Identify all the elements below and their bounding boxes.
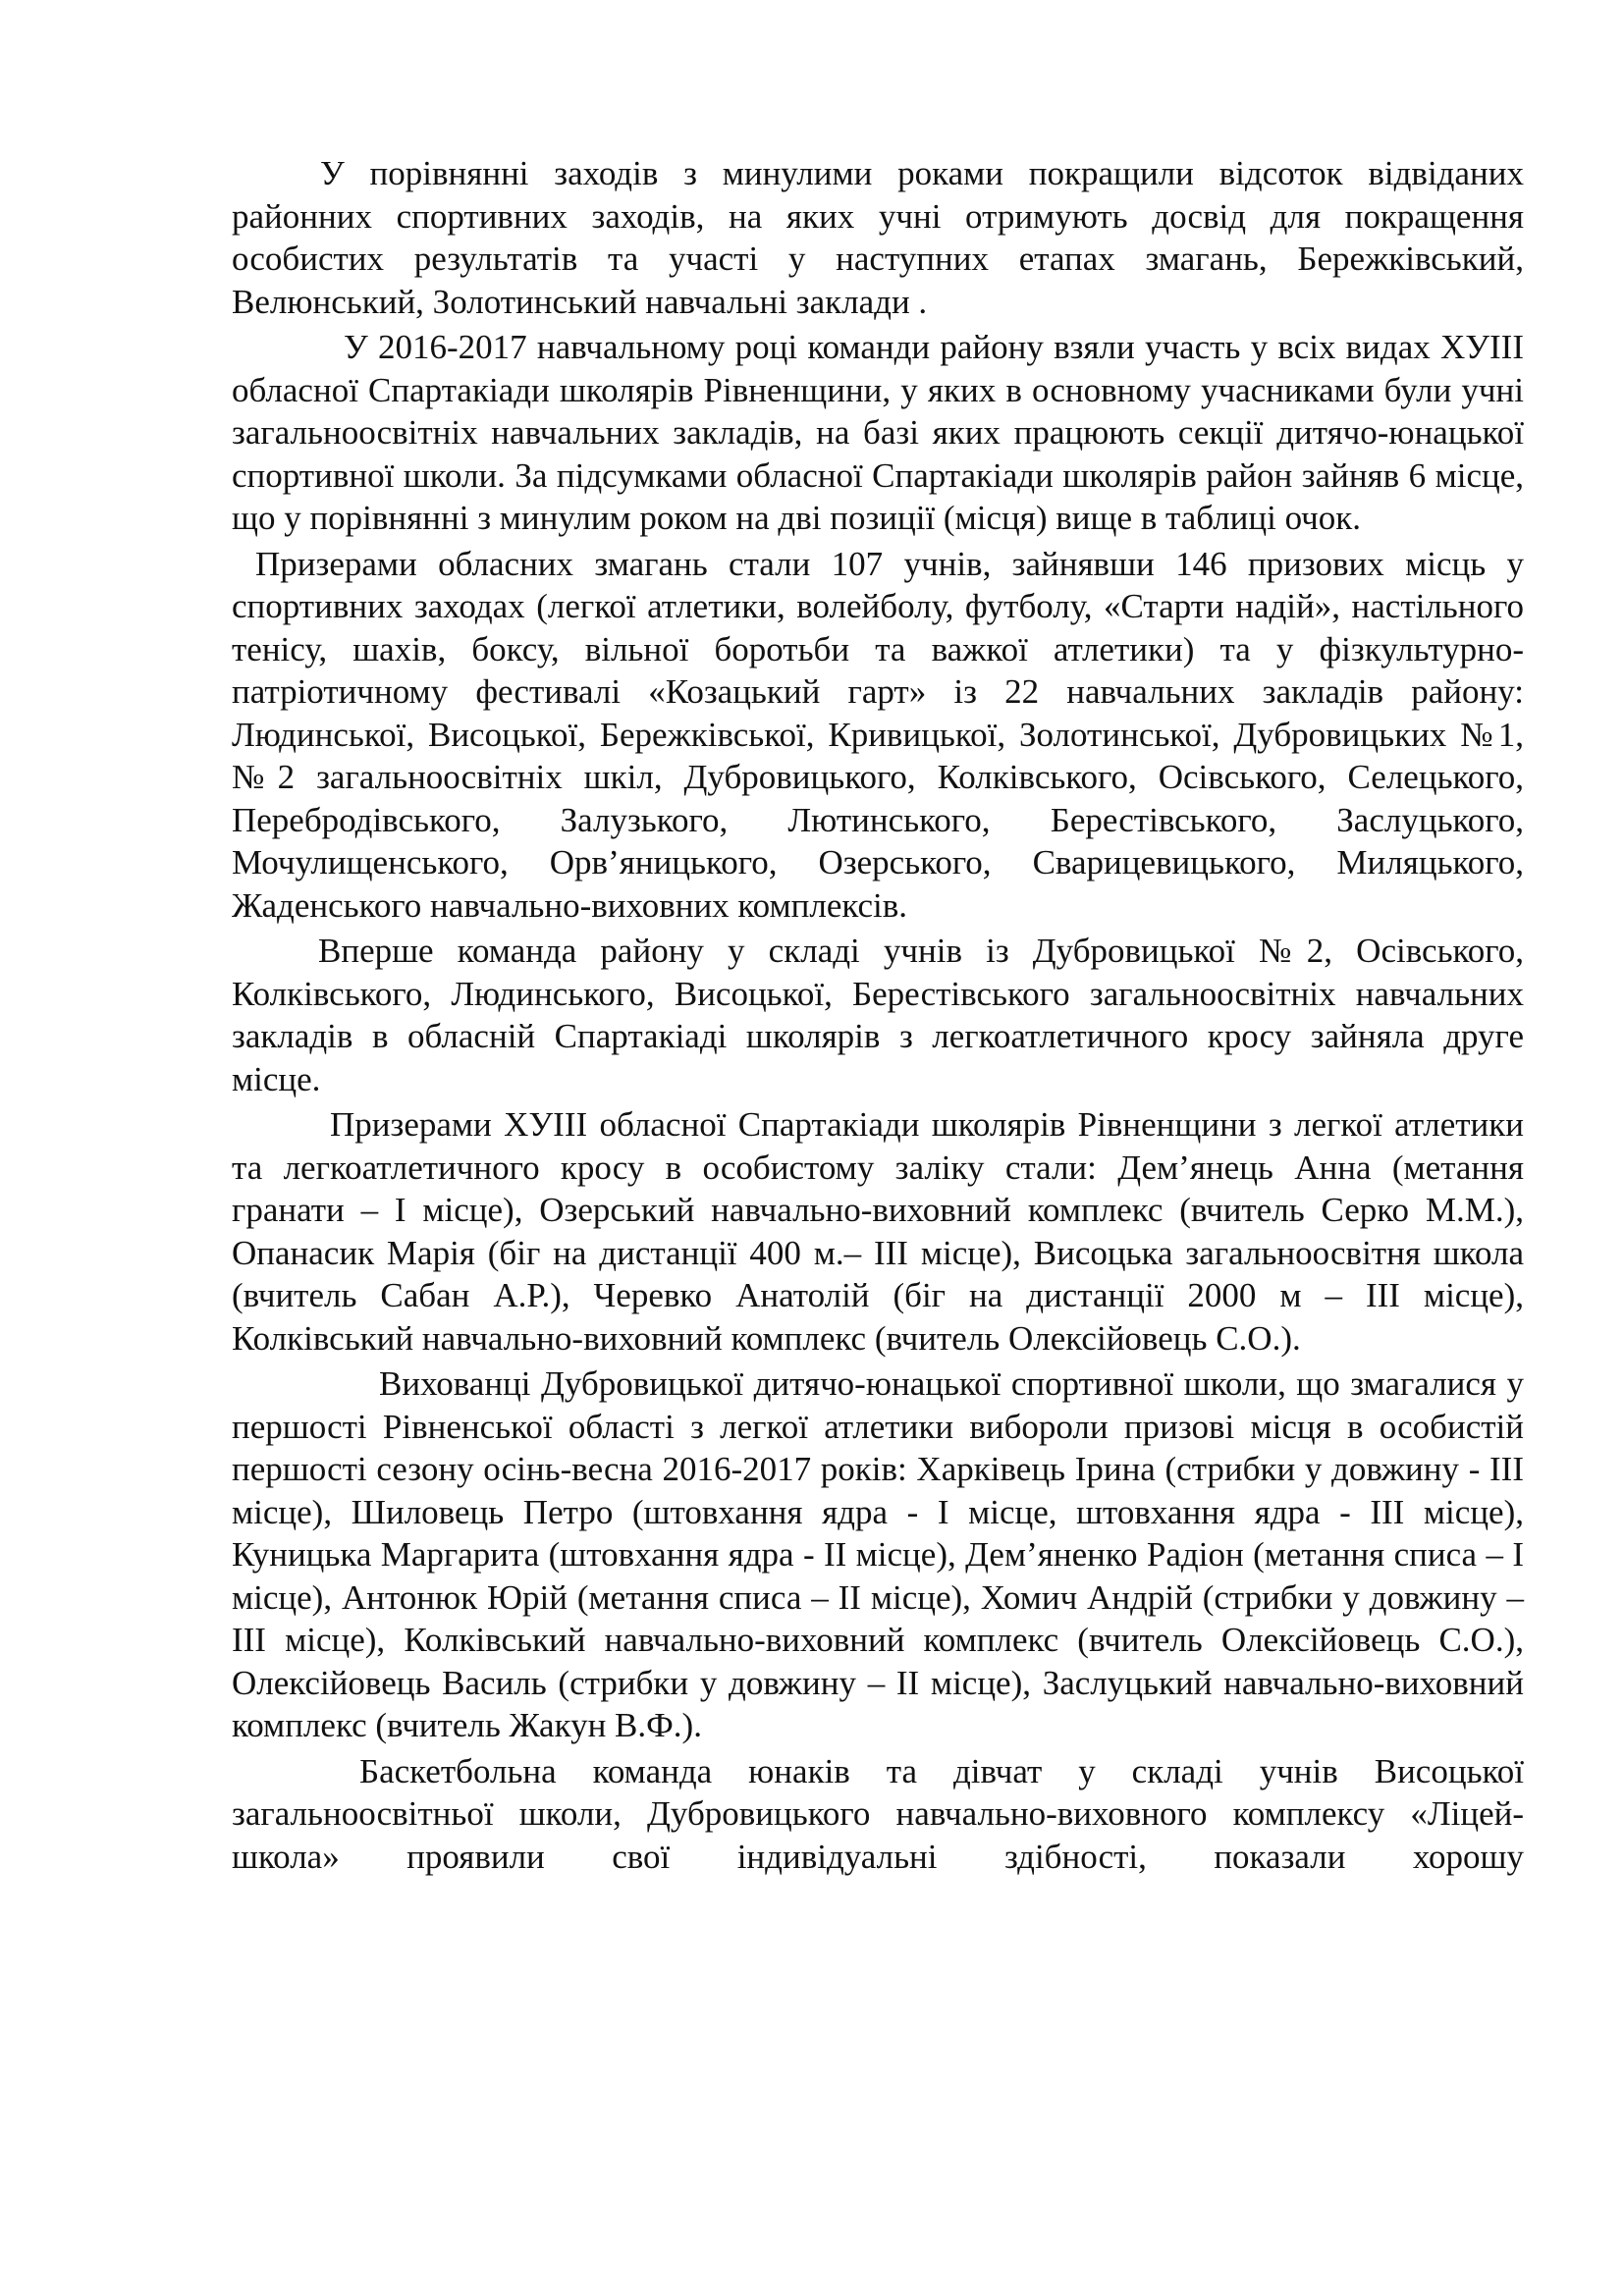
paragraph-athletics-winners: Призерами ХУІІІ обласної Спартакіади школярів Рівненщини з легкої атлетики та легкоатлетичного кросу в особистому заліку стали: Дем’янець Анна (метання гранати – І місце), Озерський навчально-виховний комплекс (вчитель Серко М.М.), Опанасик Марія (біг на дистанції 400 м.– ІІІ місце), Висоцька загальноосвітня школа (вчитель Сабан А.Р.), Черевко Анатолій (біг на дистанції 2000 м – ІІІ місце), Колківський навчально-виховний комплекс (вчитель Олексійовець С.О.). xyxy=(232,1105,1524,1358)
paragraph-spartakiad-participation: У 2016-2017 навчальному році команди району взяли участь у всіх видах ХУІІІ обласної Спартакіади школярів Рівненщини, у яких в основному учасниками були учні загальноосвітніх навчальних закладів, на базі яких працюють секції дитячо-юнацької спортивної школи. За підсумками обласної Спартакіади школярів район зайняв 6 місце, що у порівнянні з минулим роком на дві позиції (місця) вище в таблиці очок. xyxy=(232,328,1524,537)
paragraph-cross-country: Вперше команда району у складі учнів із Дубровицької №2, Осівського, Колківського, Людинського, Висоцької, Берестівського загальноосвітніх навчальних закладів в обласній Спартакіаді школярів з легкоатлетичного кросу зайняла друге місце. xyxy=(232,932,1524,1098)
document-body xyxy=(232,152,1524,1881)
paragraph-regional-prizewinners: Призерами обласних змагань стали 107 учнів, зайнявши 146 призових місць у спортивних заходах (легкої атлетики, волейболу, футболу, «Старти надій», настільного тенісу, шахів, боксу, вільної боротьби та важкої атлетики) та у фізкультурно-патріотичному фестивалі «Козацький гарт» із 22 навчальних закладів району: Людинської, Висоцької, Бережківської, Кривицької, Золотинської, Дубровицьких №1, №2 загальноосвітніх шкіл, Дубровицького, Колківського, Осівського, Селецького, Перебродівського, Залузького, Лютинського, Берестівського, Заслуцького, Мочулищенського, Орв’яницького, Озерського, Сварицевицького, Миляцького, Жаденського навчально-виховних комплексів. xyxy=(232,544,1524,925)
paragraph-comparison: У порівнянні заходів з минулими роками покращили відсоток відвіданих районних спортивних заходів, на яких учні отримують досвід для покращення особистих результатів та участі у наступних етапах змагань, Бережківський, Велюнський, Золотинський навчальні заклади . xyxy=(232,154,1524,321)
paragraph-basketball: Баскетбольна команда юнаків та дівчат у складі учнів Висоцької загальноосвітньої школи, Дубровицького навчально-виховного комплексу «Ліцей-школа» проявили свої індивідуальні здібності, показали хорошу xyxy=(232,1751,1524,1876)
paragraph-sports-school: Вихованці Дубровицької дитячо-юнацької спортивної школи, що змагалися у першості Рівненської області з легкої атлетики вибороли призові місця в особистій першості сезону осінь-весна 2016-2017 років: Харківець Ірина (стрибки у довжину - ІІІ місце), Шиловець Петро (штовхання ядра - І місце, штовхання ядра - ІІІ місце), Куницька Маргарита (штовхання ядра - ІІ місце), Дем’яненко Радіон (метання списа – І місце), Антонюк Юрій (метання списа – ІІ місце), Хомич Андрій (стрибки у довжину – ІІІ місце), Колківський навчально-виховний комплекс (вчитель Олексійовець С.О.), Олексійовець Василь (стрибки у довжину – ІІ місце), Заслуцький навчально-виховний комплекс (вчитель Жакун В.Ф.). xyxy=(232,1364,1524,1744)
